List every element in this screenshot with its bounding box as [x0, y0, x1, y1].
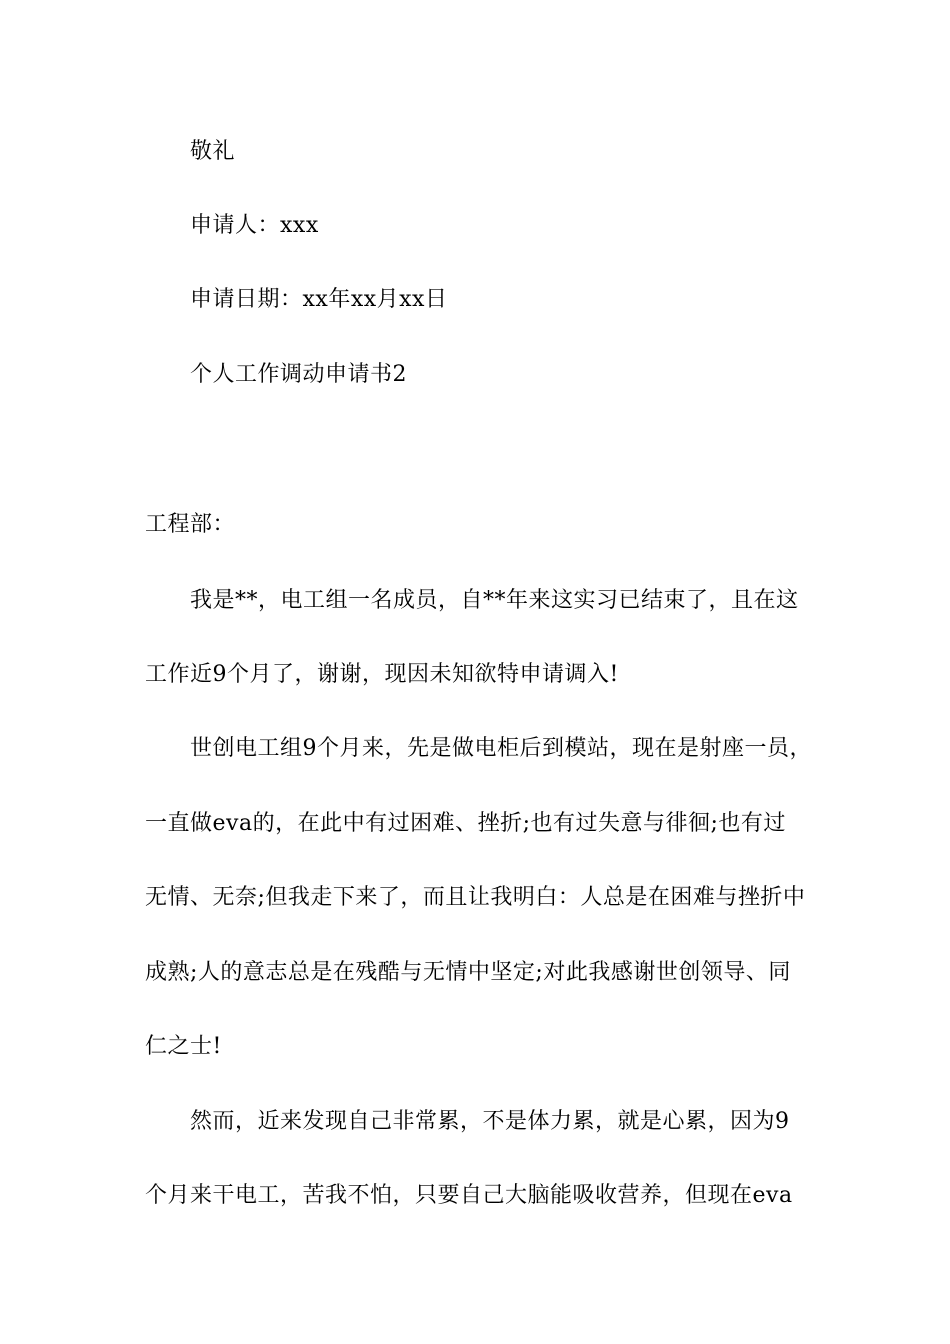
paragraph-2-line-4: 成熟;人的意志总是在残酷与无情中坚定;对此我感谢世创领导、同 [145, 960, 791, 985]
section-title: 个人工作调动申请书2 [190, 362, 407, 387]
paragraph-2-line-1: 世创电工组9个月来，先是做电柜后到模站，现在是射座一员， [190, 736, 812, 761]
paragraph-3-line-2: 个月来干电工，苦我不怕，只要自己大脑能吸收营养，但现在eva [145, 1183, 793, 1208]
paragraph-2-line-5: 仁之士! [145, 1034, 222, 1059]
paragraph-2-line-3: 无情、无奈;但我走下来了，而且让我明白：人总是在困难与挫折中 [145, 885, 806, 910]
addressee: 工程部： [145, 512, 236, 537]
paragraph-1-line-1: 我是**，电工组一名成员，自**年来这实习已结束了，且在这 [190, 588, 799, 613]
paragraph-3-line-1: 然而，近来发现自己非常累，不是体力累，就是心累，因为9 [190, 1109, 790, 1134]
closing-salutation: 敬礼 [190, 139, 236, 164]
application-date-line: 申请日期：xx年xx月xx日 [190, 287, 448, 312]
applicant-line: 申请人：xxx [190, 213, 319, 238]
paragraph-1-line-2: 工作近9个月了，谢谢，现因未知欲特申请调入! [145, 662, 619, 687]
paragraph-2-line-2: 一直做eva的，在此中有过困难、挫折;也有过失意与徘徊;也有过 [145, 811, 786, 836]
